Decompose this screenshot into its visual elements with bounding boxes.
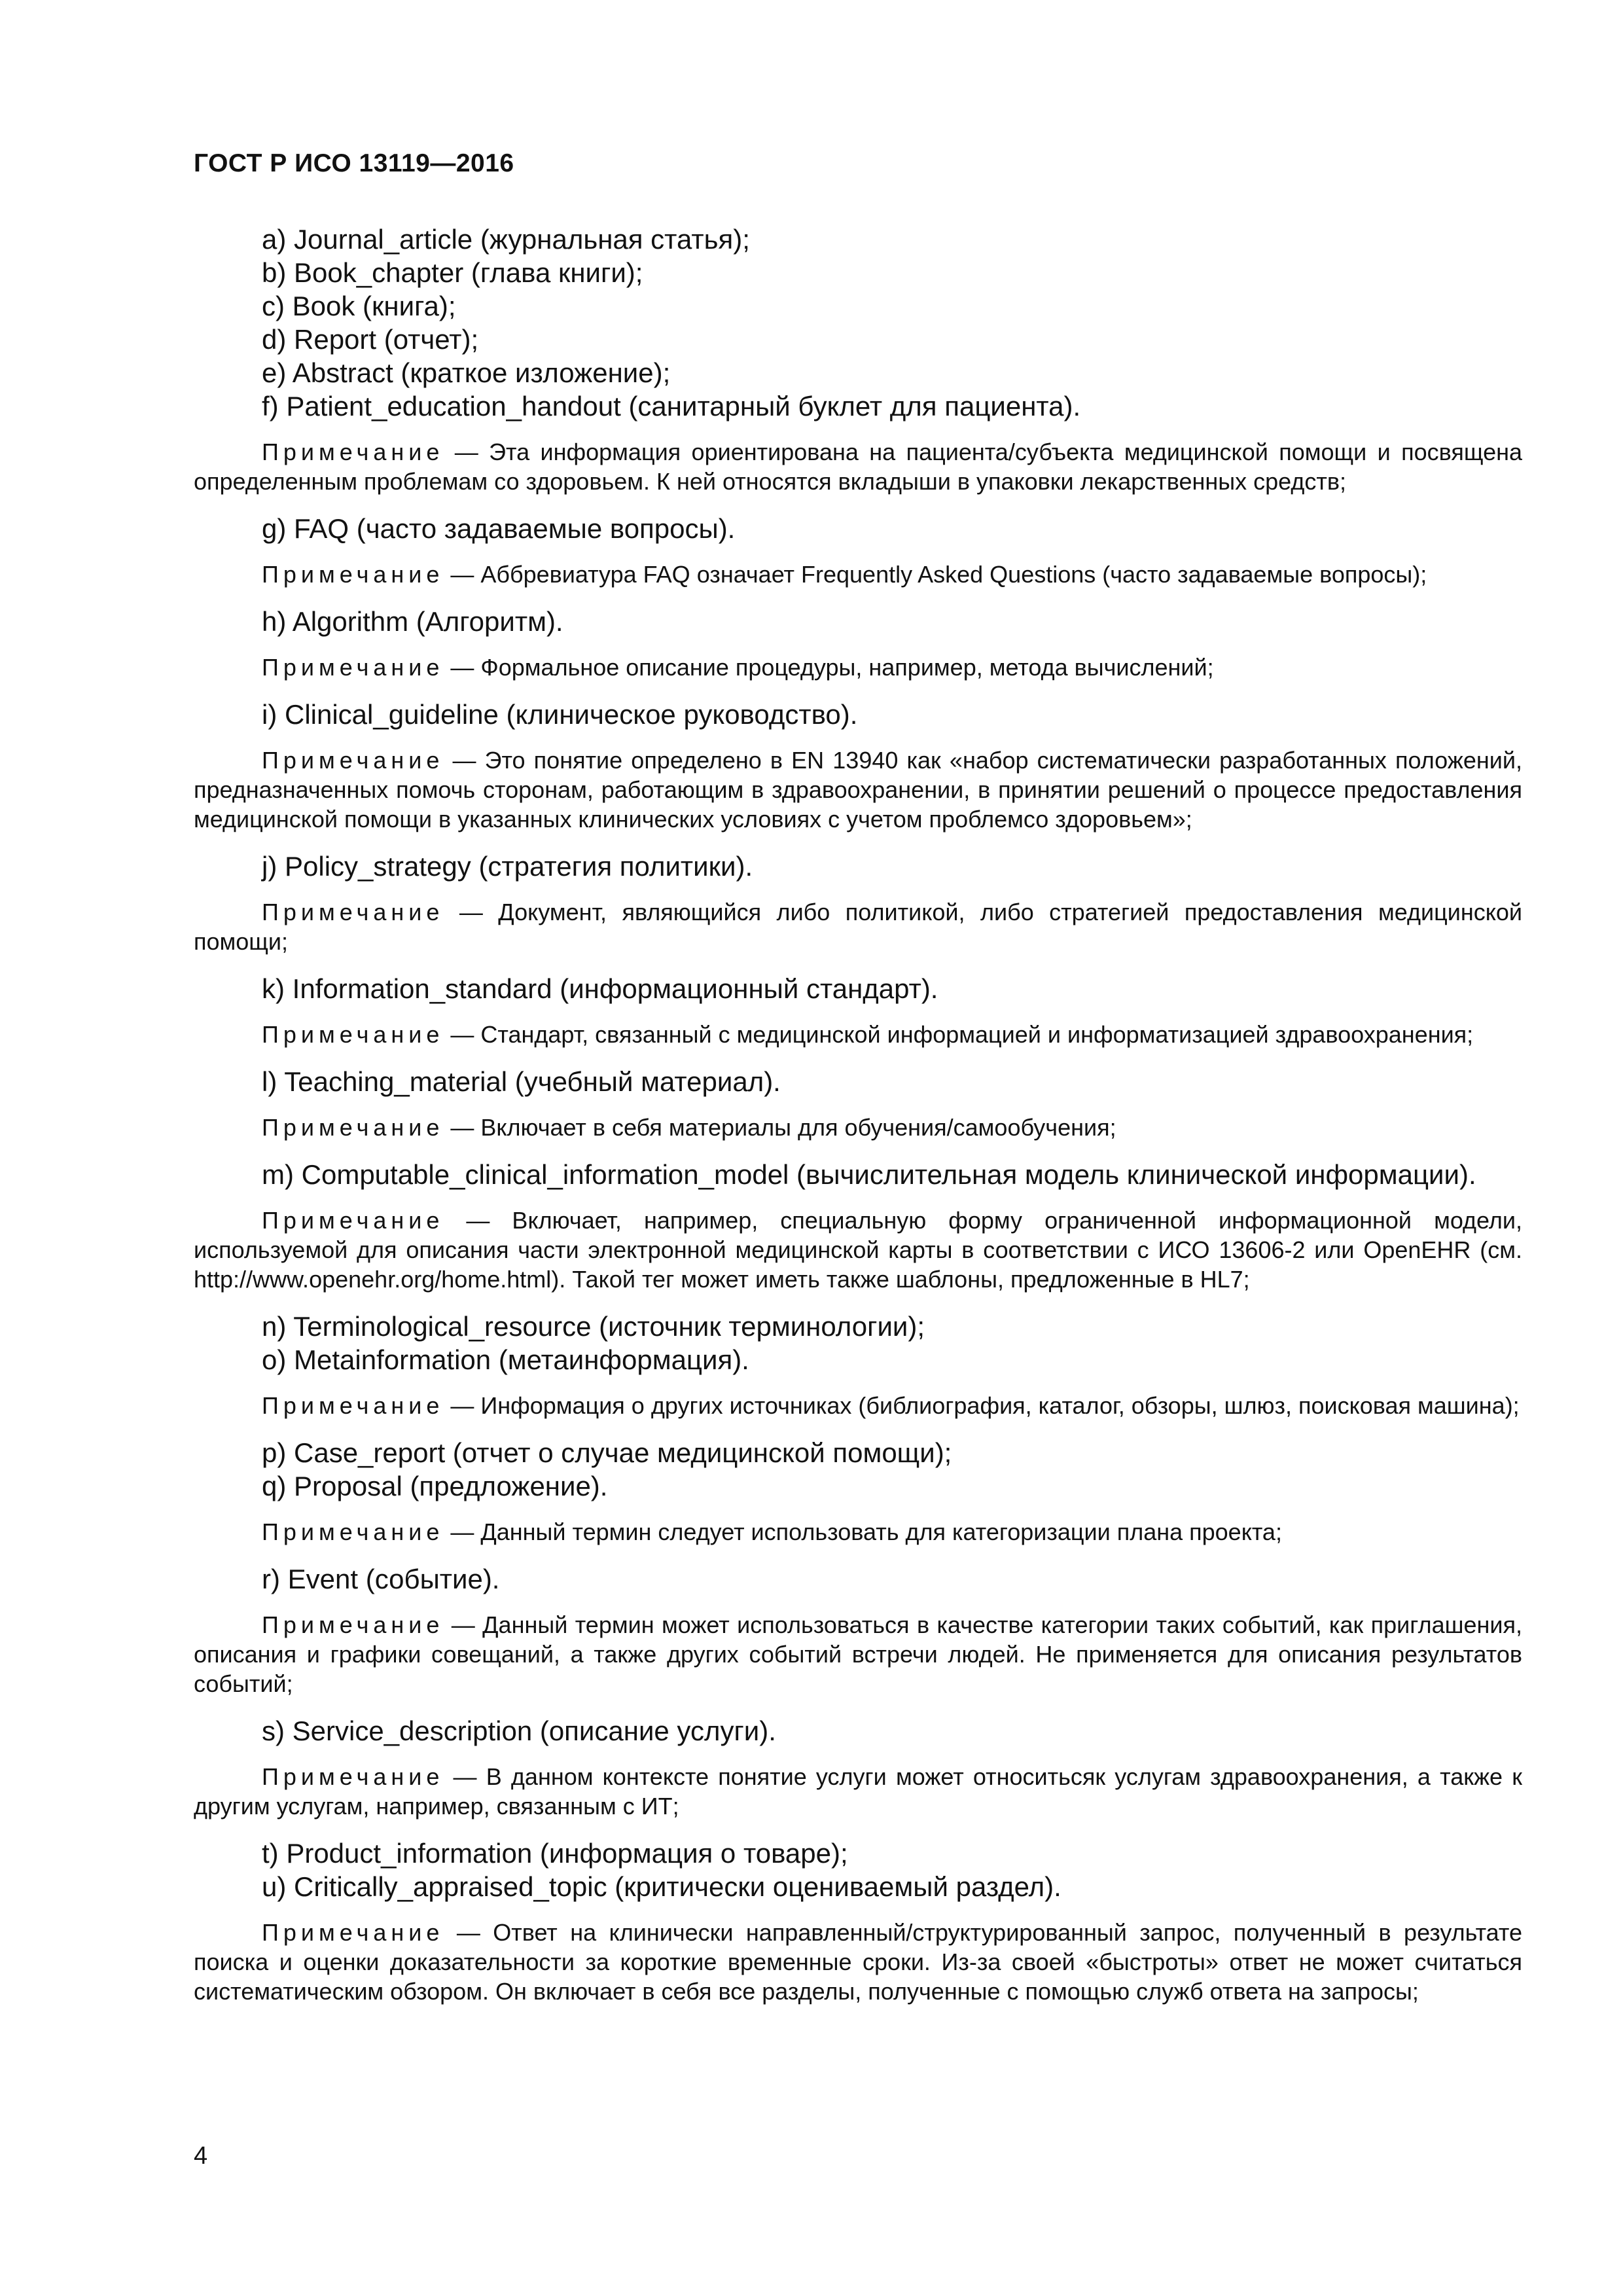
note-paragraph [194,560,1522,589]
note-paragraph [194,653,1522,682]
note-text: — Стандарт, связанный с медицинской информацией и информатизацией здравоохранения; [444,1021,1474,1048]
note-label: Примечание [262,1518,444,1545]
list-item: j) Policy_strategy (стратегия политики). [262,851,753,882]
list-item: f) Patient_education_handout (санитарный буклет для пациента). [262,391,1081,422]
list-item: k) Information_standard (информационный стандарт). [262,973,938,1004]
list-item: b) Book_chapter (глава книги); [262,257,643,288]
note-text: — Аббревиатура FAQ означает Frequently Asked Questions (часто задаваемые вопросы); [444,561,1427,588]
list-item: s) Service_description (описание услуги). [262,1715,776,1746]
note-text: — Ответ на клинически направленный/структурированный запрос, полученный в результате поиска и оценки доказательности за короткие временные сроки. Из-за своей «быстроты» ответ не может считаться систематическим обзором. Он включает в себя все разделы, полученные с помощью служб ответа на запросы; [194,1919,1522,2005]
list-item: i) Clinical_guideline (клиническое руководство). [262,699,858,730]
note-label: Примечание [262,1392,444,1419]
note-label: Примечание [262,654,444,681]
note-paragraph [194,1517,1522,1547]
note-label: Примечание [262,899,444,925]
note-text: — Включает, например, специальную форму ограниченной информационной модели, используемой для описания части электронной медицинской карты в соответствии с ИСО 13606-2 или OpenEHR (см. http://www.openehr.org/home.html). Такой тег может иметь также шаблоны, предложенные в HL7; [194,1207,1522,1293]
note-label: Примечание [262,1611,444,1638]
note-label: Примечание [262,1763,444,1790]
list-item: l) Teaching_material (учебный материал). [262,1066,781,1097]
note-text: — Данный термин следует использовать для категоризации плана проекта; [444,1518,1282,1545]
note-paragraph [194,1918,1522,2006]
list-item: d) Report (отчет); [262,324,479,355]
note-text: — В данном контексте понятие услуги может относитьсяк услугам здравоохранения, а также к другим услугам, например, связанным с ИТ; [194,1763,1522,1820]
list-item: u) Critically_appraised_topic (критически оцениваемый раздел). [262,1871,1061,1902]
note-text: — Данный термин может использоваться в качестве категории таких событий, как приглашения, описания и графики совещаний, а также других событий встречи людей. Не применяется для описания результатов событий; [194,1611,1522,1697]
note-label: Примечание [262,1207,444,1234]
list-item: c) Book (книга); [262,291,456,321]
list-item: q) Proposal (предложение). [262,1471,608,1501]
note-text: — Документ, являющийся либо политикой, либо стратегией предоставления медицинской помощи; [194,899,1522,955]
list-item: m) Computable_clinical_information_model (вычислительная модель клинической информации). [262,1159,1476,1190]
list-item: g) FAQ (часто задаваемые вопросы). [262,513,736,544]
note-text: — Формальное описание процедуры, например, метода вычислений; [444,654,1214,681]
list-item: e) Abstract (краткое изложение); [262,357,671,388]
note-paragraph [194,1206,1522,1294]
page-number: 4 [194,2142,208,2170]
note-text: — Эта информация ориентирована на пациента/субъекта медицинской помощи и посвящена определенным проблемам со здоровьем. К ней относятся вкладыши в упаковки лекарственных средств; [194,439,1522,495]
list-item: h) Algorithm (Алгоритм). [262,606,563,637]
document-body [194,223,1522,2022]
note-label: Примечание [262,1114,444,1141]
list-item: n) Terminological_resource (источник терминологии); [262,1311,925,1342]
note-paragraph [194,897,1522,956]
note-text: — Это понятие определено в EN 13940 как «набор систематически разработанных положений, предназначенных помочь сторонам, работающим в здравоохранении, в принятии решений о процессе предоставления медицинской помощи в указанных клинических условиях с учетом проблемсо здоровьем»; [194,747,1522,833]
note-paragraph [194,437,1522,496]
note-paragraph [194,1020,1522,1049]
note-label: Примечание [262,1021,444,1048]
note-paragraph [194,1391,1522,1420]
note-label: Примечание [262,747,444,774]
document-header: ГОСТ Р ИСО 13119—2016 [194,149,514,177]
list-item: t) Product_information (информация о товаре); [262,1838,848,1869]
note-paragraph [194,745,1522,834]
note-paragraph [194,1610,1522,1698]
note-paragraph [194,1762,1522,1821]
note-label: Примечание [262,439,444,465]
list-item: p) Case_report (отчет о случае медицинской помощи); [262,1437,952,1468]
note-text: — Информация о других источниках (библиография, каталог, обзоры, шлюз, поисковая машина); [444,1392,1520,1419]
note-paragraph [194,1113,1522,1142]
list-item: a) Journal_article (журнальная статья); [262,224,750,255]
note-label: Примечание [262,1919,444,1946]
list-item: o) Metainformation (метаинформация). [262,1344,749,1375]
list-item: r) Event (событие). [262,1564,500,1594]
note-label: Примечание [262,561,444,588]
note-text: — Включает в себя материалы для обучения/самообучения; [444,1114,1116,1141]
